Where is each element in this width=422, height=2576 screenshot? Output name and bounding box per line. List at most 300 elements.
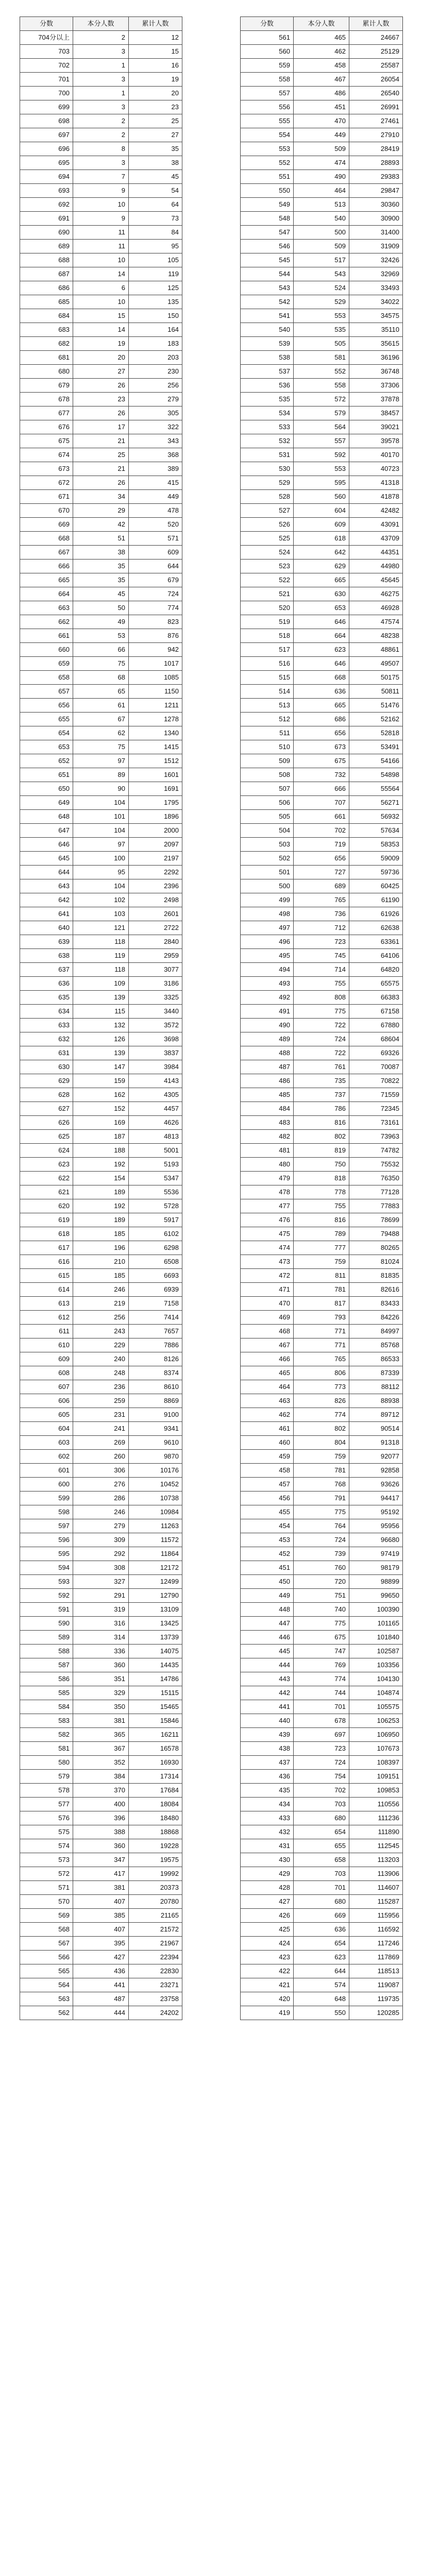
table-row [241, 1937, 403, 1951]
count-cell: 381 [73, 1881, 129, 1895]
table-row [241, 560, 403, 573]
table-row [241, 587, 403, 601]
cumulative-cell: 34022 [349, 295, 403, 309]
cumulative-cell: 11263 [129, 1519, 182, 1533]
cumulative-cell: 99650 [349, 1589, 403, 1603]
count-cell: 15 [73, 309, 129, 323]
score-cell: 493 [241, 977, 294, 991]
cumulative-cell: 25 [129, 114, 182, 128]
score-cell: 603 [20, 1436, 73, 1450]
score-cell: 517 [241, 643, 294, 657]
count-cell: 210 [73, 1255, 129, 1269]
score-cell: 433 [241, 1811, 294, 1825]
count-cell: 139 [73, 1046, 129, 1060]
score-cell: 608 [20, 1366, 73, 1380]
score-cell: 581 [20, 1742, 73, 1756]
cumulative-cell: 36196 [349, 351, 403, 365]
score-cell: 454 [241, 1519, 294, 1533]
cumulative-cell: 85768 [349, 1338, 403, 1352]
score-cell: 686 [20, 281, 73, 295]
score-cell: 520 [241, 601, 294, 615]
count-cell: 396 [73, 1811, 129, 1825]
score-cell: 523 [241, 560, 294, 573]
cumulative-cell: 119 [129, 267, 182, 281]
score-cell: 611 [20, 1325, 73, 1338]
count-cell: 739 [294, 1547, 349, 1561]
cumulative-cell: 105 [129, 253, 182, 267]
count-cell: 535 [294, 323, 349, 337]
count-cell: 67 [73, 713, 129, 726]
score-cell: 498 [241, 907, 294, 921]
table-row [20, 504, 182, 518]
score-cell: 445 [241, 1645, 294, 1658]
score-cell: 594 [20, 1561, 73, 1575]
count-cell: 735 [294, 1074, 349, 1088]
table-row [241, 1631, 403, 1645]
count-cell: 162 [73, 1088, 129, 1102]
score-cell: 688 [20, 253, 73, 267]
cumulative-cell: 88112 [349, 1380, 403, 1394]
table-row [20, 1241, 182, 1255]
cumulative-cell: 109853 [349, 1784, 403, 1798]
cumulative-cell: 67880 [349, 1019, 403, 1032]
score-cell: 664 [20, 587, 73, 601]
score-cell: 427 [241, 1895, 294, 1909]
table-row [241, 601, 403, 615]
table-row [20, 73, 182, 87]
count-cell: 680 [294, 1895, 349, 1909]
table-row [20, 393, 182, 406]
cumulative-cell: 31400 [349, 226, 403, 240]
cumulative-cell: 108397 [349, 1756, 403, 1770]
table-header-row [241, 17, 403, 31]
count-cell: 464 [294, 184, 349, 198]
score-cell: 489 [241, 1032, 294, 1046]
table-row [241, 546, 403, 560]
cumulative-cell: 305 [129, 406, 182, 420]
table-row [241, 1297, 403, 1311]
cumulative-cell: 19228 [129, 1839, 182, 1853]
count-cell: 17 [73, 420, 129, 434]
table-row [20, 713, 182, 726]
table-row [241, 295, 403, 309]
cumulative-cell: 125 [129, 281, 182, 295]
count-cell: 385 [73, 1909, 129, 1923]
table-row [20, 1686, 182, 1700]
table-row [20, 1144, 182, 1158]
count-cell: 34 [73, 490, 129, 504]
count-cell: 806 [294, 1366, 349, 1380]
score-cell: 649 [20, 796, 73, 810]
cumulative-cell: 40723 [349, 462, 403, 476]
score-cell: 541 [241, 309, 294, 323]
cumulative-cell: 644 [129, 560, 182, 573]
table-row [241, 87, 403, 100]
score-cell: 704分以上 [20, 31, 73, 45]
count-cell: 517 [294, 253, 349, 267]
cumulative-cell: 5347 [129, 1172, 182, 1185]
table-row [20, 782, 182, 796]
cumulative-cell: 21572 [129, 1923, 182, 1937]
table-row [241, 156, 403, 170]
count-cell: 451 [294, 100, 349, 114]
count-cell: 187 [73, 1130, 129, 1144]
cumulative-cell: 100390 [349, 1603, 403, 1617]
table-row [20, 601, 182, 615]
score-cell: 495 [241, 949, 294, 963]
count-cell: 188 [73, 1144, 129, 1158]
count-cell: 490 [294, 170, 349, 184]
count-cell: 774 [294, 1408, 349, 1422]
cumulative-cell: 97419 [349, 1547, 403, 1561]
cumulative-cell: 4305 [129, 1088, 182, 1102]
cumulative-cell: 37878 [349, 393, 403, 406]
table-row [20, 100, 182, 114]
cumulative-cell: 45645 [349, 573, 403, 587]
count-cell: 104 [73, 824, 129, 838]
cumulative-cell: 19575 [129, 1853, 182, 1867]
score-cell: 473 [241, 1255, 294, 1269]
table-row [20, 1909, 182, 1923]
count-cell: 781 [294, 1283, 349, 1297]
cumulative-cell: 84 [129, 226, 182, 240]
count-cell: 352 [73, 1756, 129, 1770]
cumulative-cell: 27910 [349, 128, 403, 142]
cumulative-cell: 81835 [349, 1269, 403, 1283]
score-cell: 695 [20, 156, 73, 170]
cumulative-cell: 17684 [129, 1784, 182, 1798]
cumulative-cell: 4626 [129, 1116, 182, 1130]
table-row [241, 1450, 403, 1464]
cumulative-cell: 98179 [349, 1561, 403, 1575]
table-row [241, 490, 403, 504]
score-cell: 470 [241, 1297, 294, 1311]
count-cell: 104 [73, 879, 129, 893]
count-cell: 6 [73, 281, 129, 295]
table-row [20, 1422, 182, 1436]
count-cell: 720 [294, 1575, 349, 1589]
count-cell: 793 [294, 1311, 349, 1325]
cumulative-cell: 83433 [349, 1297, 403, 1311]
cumulative-cell: 91318 [349, 1436, 403, 1450]
score-cell: 488 [241, 1046, 294, 1060]
table-row [20, 1199, 182, 1213]
score-cell: 654 [20, 726, 73, 740]
score-cell: 684 [20, 309, 73, 323]
count-cell: 189 [73, 1213, 129, 1227]
count-cell: 327 [73, 1575, 129, 1589]
score-cell: 630 [20, 1060, 73, 1074]
score-cell: 694 [20, 170, 73, 184]
table-row [241, 852, 403, 866]
count-cell: 45 [73, 587, 129, 601]
cumulative-cell: 1085 [129, 671, 182, 685]
score-cell: 644 [20, 866, 73, 879]
cumulative-cell: 8126 [129, 1352, 182, 1366]
score-cell: 574 [20, 1839, 73, 1853]
score-cell: 584 [20, 1700, 73, 1714]
table-row [241, 838, 403, 852]
score-cell: 642 [20, 893, 73, 907]
score-cell: 480 [241, 1158, 294, 1172]
table-row [20, 768, 182, 782]
table-row [20, 685, 182, 699]
count-cell: 826 [294, 1394, 349, 1408]
score-cell: 683 [20, 323, 73, 337]
count-cell: 395 [73, 1937, 129, 1951]
cumulative-cell: 5193 [129, 1158, 182, 1172]
score-cell: 451 [241, 1561, 294, 1575]
cumulative-cell: 32426 [349, 253, 403, 267]
score-cell: 422 [241, 1964, 294, 1978]
table-row [20, 212, 182, 226]
cumulative-cell: 15 [129, 45, 182, 59]
table-row [20, 1283, 182, 1297]
count-cell: 29 [73, 504, 129, 518]
count-cell: 10 [73, 295, 129, 309]
count-cell: 100 [73, 852, 129, 866]
table-row [20, 1784, 182, 1798]
table-row [241, 963, 403, 977]
count-cell: 761 [294, 1060, 349, 1074]
score-cell: 468 [241, 1325, 294, 1338]
score-cell: 619 [20, 1213, 73, 1227]
score-cell: 700 [20, 87, 73, 100]
score-cell: 540 [241, 323, 294, 337]
cumulative-cell: 28893 [349, 156, 403, 170]
cumulative-cell: 50811 [349, 685, 403, 699]
table-row [20, 267, 182, 281]
cumulative-cell: 77128 [349, 1185, 403, 1199]
table-row [20, 1478, 182, 1492]
table-row [241, 1380, 403, 1394]
score-cell: 475 [241, 1227, 294, 1241]
table-row [241, 1714, 403, 1728]
score-cell: 691 [20, 212, 73, 226]
count-cell: 609 [294, 518, 349, 532]
table-row [20, 893, 182, 907]
cumulative-cell: 20780 [129, 1895, 182, 1909]
cumulative-cell: 43091 [349, 518, 403, 532]
cumulative-cell: 41878 [349, 490, 403, 504]
score-cell: 669 [20, 518, 73, 532]
table-row [241, 1241, 403, 1255]
score-cell: 586 [20, 1672, 73, 1686]
cumulative-cell: 16578 [129, 1742, 182, 1756]
cumulative-cell: 23758 [129, 1992, 182, 2006]
count-cell: 256 [73, 1311, 129, 1325]
score-cell: 509 [241, 754, 294, 768]
count-cell: 646 [294, 615, 349, 629]
count-cell: 724 [294, 1032, 349, 1046]
score-cell: 555 [241, 114, 294, 128]
count-cell: 53 [73, 629, 129, 643]
count-cell: 808 [294, 991, 349, 1005]
score-cell: 667 [20, 546, 73, 560]
score-cell: 636 [20, 977, 73, 991]
cumulative-cell: 86533 [349, 1352, 403, 1366]
cumulative-cell: 11864 [129, 1547, 182, 1561]
count-cell: 26 [73, 476, 129, 490]
cumulative-cell: 116592 [349, 1923, 403, 1937]
score-cell: 643 [20, 879, 73, 893]
score-cell: 482 [241, 1130, 294, 1144]
count-cell: 654 [294, 1937, 349, 1951]
table-row [241, 726, 403, 740]
cumulative-cell: 54898 [349, 768, 403, 782]
score-cell: 558 [241, 73, 294, 87]
cumulative-cell: 81024 [349, 1255, 403, 1269]
cumulative-cell: 876 [129, 629, 182, 643]
table-row [20, 462, 182, 476]
score-cell: 585 [20, 1686, 73, 1700]
count-cell: 417 [73, 1867, 129, 1881]
table-row [20, 1255, 182, 1269]
score-cell: 658 [20, 671, 73, 685]
cumulative-cell: 3440 [129, 1005, 182, 1019]
table-row [241, 1603, 403, 1617]
score-cell: 559 [241, 59, 294, 73]
count-cell: 697 [294, 1728, 349, 1742]
count-cell: 666 [294, 782, 349, 796]
count-cell: 21 [73, 462, 129, 476]
cumulative-cell: 95192 [349, 1505, 403, 1519]
count-cell: 656 [294, 852, 349, 866]
count-cell: 61 [73, 699, 129, 713]
count-cell: 329 [73, 1686, 129, 1700]
cumulative-cell: 571 [129, 532, 182, 546]
cumulative-cell: 66383 [349, 991, 403, 1005]
score-cell: 472 [241, 1269, 294, 1283]
cumulative-cell: 41318 [349, 476, 403, 490]
table-row [241, 1213, 403, 1227]
count-cell: 104 [73, 796, 129, 810]
cumulative-cell: 135 [129, 295, 182, 309]
score-cell: 459 [241, 1450, 294, 1464]
cumulative-cell: 7886 [129, 1338, 182, 1352]
cumulative-cell: 59009 [349, 852, 403, 866]
count-cell: 102 [73, 893, 129, 907]
count-cell: 557 [294, 434, 349, 448]
count-cell: 791 [294, 1492, 349, 1505]
score-cell: 678 [20, 393, 73, 406]
cumulative-cell: 13739 [129, 1631, 182, 1645]
table-row [241, 2006, 403, 2020]
table-row [20, 156, 182, 170]
cumulative-cell: 89712 [349, 1408, 403, 1422]
count-cell: 802 [294, 1130, 349, 1144]
score-cell: 435 [241, 1784, 294, 1798]
count-cell: 2 [73, 31, 129, 45]
cumulative-cell: 101840 [349, 1631, 403, 1645]
table-row [20, 1631, 182, 1645]
score-cell: 486 [241, 1074, 294, 1088]
score-cell: 652 [20, 754, 73, 768]
cumulative-cell: 64820 [349, 963, 403, 977]
table-row [241, 1839, 403, 1853]
count-cell: 777 [294, 1241, 349, 1255]
cumulative-cell: 256 [129, 379, 182, 393]
cumulative-cell: 389 [129, 462, 182, 476]
cumulative-cell: 95 [129, 240, 182, 253]
cumulative-cell: 11572 [129, 1533, 182, 1547]
table-row [241, 1408, 403, 1422]
count-cell: 818 [294, 1172, 349, 1185]
score-cell: 525 [241, 532, 294, 546]
score-cell: 569 [20, 1909, 73, 1923]
cumulative-cell: 104130 [349, 1672, 403, 1686]
cumulative-cell: 21165 [129, 1909, 182, 1923]
score-cell: 546 [241, 240, 294, 253]
count-cell: 248 [73, 1366, 129, 1380]
table-row [20, 198, 182, 212]
cumulative-cell: 96680 [349, 1533, 403, 1547]
table-row [241, 824, 403, 838]
cumulative-cell: 7414 [129, 1311, 182, 1325]
cumulative-cell: 114607 [349, 1881, 403, 1895]
cumulative-cell: 51476 [349, 699, 403, 713]
table-row [20, 1728, 182, 1742]
cumulative-cell: 57634 [349, 824, 403, 838]
count-cell: 360 [73, 1839, 129, 1853]
cumulative-cell: 16 [129, 59, 182, 73]
count-cell: 9 [73, 212, 129, 226]
table-row [241, 1533, 403, 1547]
table-row [20, 434, 182, 448]
cumulative-cell: 14786 [129, 1672, 182, 1686]
table-row [241, 1394, 403, 1408]
table-row [20, 1074, 182, 1088]
score-cell: 699 [20, 100, 73, 114]
score-cell: 562 [20, 2006, 73, 2020]
count-cell: 552 [294, 365, 349, 379]
score-cell: 632 [20, 1032, 73, 1046]
table-row [20, 240, 182, 253]
cumulative-cell: 104874 [349, 1686, 403, 1700]
cumulative-cell: 40170 [349, 448, 403, 462]
table-row [20, 253, 182, 267]
table-row [241, 949, 403, 963]
count-cell: 819 [294, 1144, 349, 1158]
count-cell: 75 [73, 657, 129, 671]
table-row [20, 726, 182, 740]
score-cell: 424 [241, 1937, 294, 1951]
table-row [20, 1603, 182, 1617]
score-cell: 441 [241, 1700, 294, 1714]
count-cell: 159 [73, 1074, 129, 1088]
cumulative-cell: 6508 [129, 1255, 182, 1269]
score-cell: 600 [20, 1478, 73, 1492]
score-cell: 465 [241, 1366, 294, 1380]
count-cell: 500 [294, 226, 349, 240]
cumulative-cell: 53491 [349, 740, 403, 754]
cumulative-cell: 87339 [349, 1366, 403, 1380]
table-row [241, 699, 403, 713]
cumulative-cell: 183 [129, 337, 182, 351]
count-cell: 3 [73, 45, 129, 59]
count-cell: 581 [294, 351, 349, 365]
cumulative-cell: 823 [129, 615, 182, 629]
score-cell: 690 [20, 226, 73, 240]
count-cell: 292 [73, 1547, 129, 1561]
cumulative-cell: 54 [129, 184, 182, 198]
table-row [20, 573, 182, 587]
table-row [241, 420, 403, 434]
cumulative-cell: 774 [129, 601, 182, 615]
count-cell: 486 [294, 87, 349, 100]
cumulative-cell: 44351 [349, 546, 403, 560]
cumulative-cell: 68604 [349, 1032, 403, 1046]
